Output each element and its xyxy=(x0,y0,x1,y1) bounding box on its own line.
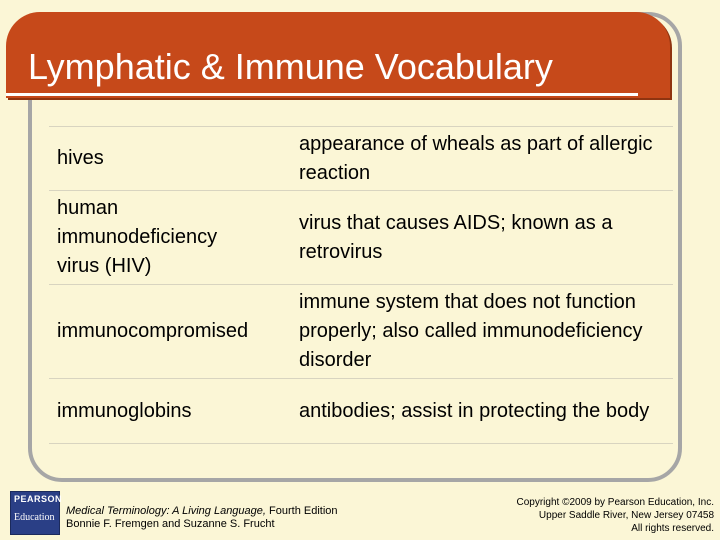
table-row xyxy=(49,285,673,379)
rights-line: All rights reserved. xyxy=(631,523,714,534)
book-authors: Bonnie F. Fremgen and Suzanne S. Frucht xyxy=(66,518,275,530)
title-bar xyxy=(6,12,670,98)
vocab-term: immunoglobins xyxy=(49,379,297,444)
copyright-line: Copyright ©2009 by Pearson Education, Inc. xyxy=(516,497,714,508)
vocab-term: human immunodeficiency virus (HIV) xyxy=(49,191,297,285)
vocab-term: hives xyxy=(49,127,297,191)
footer-copyright xyxy=(517,496,715,535)
vocab-definition: virus that causes AIDS; known as a retrovirus xyxy=(297,191,673,285)
logo-text-bottom: Education xyxy=(14,512,55,523)
vocab-definition: appearance of wheals as part of allergic reaction xyxy=(297,127,673,191)
publisher-address: Upper Saddle River, New Jersey 07458 xyxy=(538,510,714,521)
vocab-definition: immune system that does not function properly; also called immunodeficiency disorder xyxy=(297,285,673,379)
table-row xyxy=(49,379,673,444)
vocab-term: immunocompromised xyxy=(49,285,297,379)
book-edition: Fourth Edition xyxy=(265,505,338,517)
vocabulary-table xyxy=(49,126,673,444)
table-row xyxy=(49,127,673,191)
table-row xyxy=(49,191,673,285)
slide-title: Lymphatic & Immune Vocabulary xyxy=(28,46,553,87)
logo-text-top: PEARSON xyxy=(14,494,63,504)
title-underline xyxy=(6,93,638,96)
vocab-definition: antibodies; assist in protecting the body xyxy=(297,379,673,444)
pearson-logo xyxy=(10,491,63,535)
book-title: Medical Terminology: A Living Language, xyxy=(66,505,266,517)
footer-citation xyxy=(66,505,338,531)
